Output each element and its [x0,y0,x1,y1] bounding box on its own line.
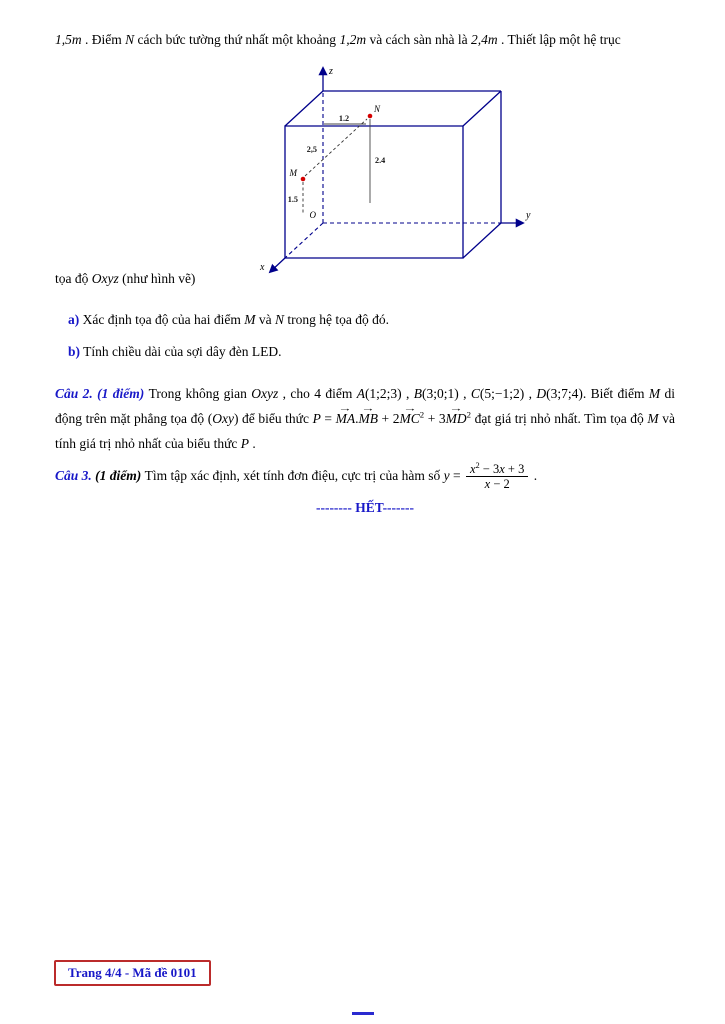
x-axis-label: x [260,262,265,273]
dim-1-5-label: 1.5 [287,195,298,204]
page-footer-box [54,960,211,986]
page-edge-mark [352,1012,374,1015]
y-axis-label: y [526,210,531,221]
page-footer-label: Trang 4/4 - Mã đề 0101 [68,965,197,980]
box-solid-edges [285,91,501,258]
x-axis [259,258,285,273]
point-M [289,168,306,181]
question-3-tail: . [530,468,538,483]
question-3 [55,455,675,497]
fraction-numerator: $x^2 - 3x + 3$ [466,462,528,477]
point-m-label: M [289,168,297,178]
y-axis [501,210,531,223]
origin-label: O [309,210,316,220]
point-n-label: N [374,104,381,114]
question-item-b: b) Tính chiều dài của sợi dây đèn LED. [68,344,282,359]
z-axis [323,66,333,91]
question-item-a: a) Xác định tọa độ của hai điểm M và N trong hệ tọa độ đó. [68,312,389,327]
intro-paragraph: 1,5m . Điểm N cách bức tường thứ nhất một khoảng 1,2m và cách sàn nhà là 2,4m . Thiết lập một hệ trục [55,32,621,47]
box-hidden-edges [285,91,501,258]
end-marker: -------- HẾT------- [315,500,415,515]
point-N [368,104,381,118]
measurement-lines [303,119,370,213]
fraction-denominator: x − 2 [484,477,510,492]
question-2: Câu 2. (1 điểm) Trong không gian Oxyz , cho 4 điểm A(1;2;3) , B(3;0;1) , C(5;−1;2) , D(3;7;4). Biết điểm M di động trên mặt phẳng tọa độ (Oxy) để biểu thức P = MA →.MB → + 2MC →$^2$ + 3MD →$^2$ đạt giá trị nhỏ nhất. Tìm tọa độ M và tính giá trị nhỏ nhất của biểu thức P . [55,381,675,456]
dim-2-4-label: 2.4 [375,156,386,165]
coordinate-box-figure [253,62,538,286]
box-diagram-svg [253,62,538,286]
figure-caption: tọa độ Oxyz (như hình vẽ) [55,271,196,286]
dim-2-5-label: 2,5 [306,145,317,154]
dim-1-2-label: 1.2 [338,114,350,123]
question-3-lead: Câu 3. (1 điểm) Tìm tập xác định, xét tính đơn điệu, cực trị của hàm số y = [55,468,465,483]
z-axis-label: z [329,66,333,77]
fraction [466,462,528,492]
